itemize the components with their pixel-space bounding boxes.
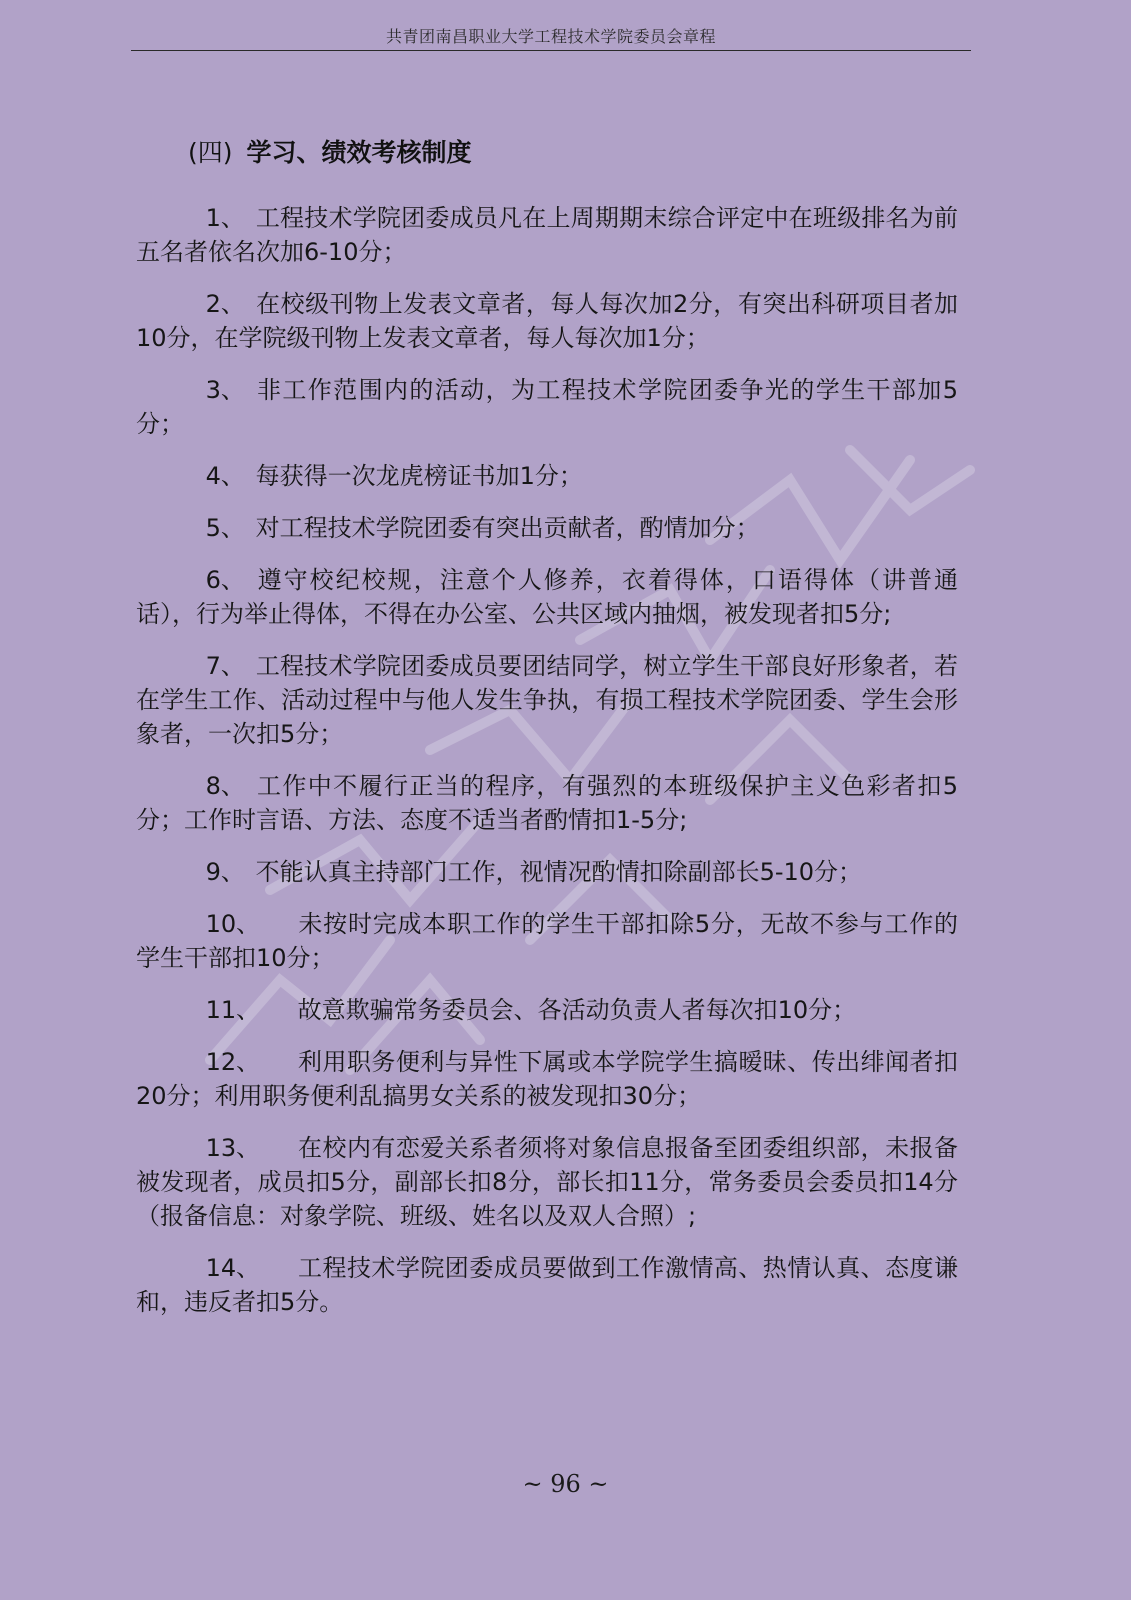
- rule-number: 14、: [205, 1254, 261, 1282]
- rule-number: 9、: [205, 858, 245, 886]
- section-heading: [188, 133, 472, 169]
- rule-item: [136, 1045, 958, 1113]
- rule-text: 每获得一次龙虎榜证书加1分；: [255, 462, 583, 490]
- rule-text: 未按时完成本职工作的学生干部扣除5分，无故不参与工作的学生干部扣10分；: [136, 910, 958, 972]
- rule-item: [136, 649, 958, 751]
- rule-text: 非工作范围内的活动，为工程技术学院团委争光的学生干部加5分；: [136, 376, 958, 438]
- rule-text: 工程技术学院团委成员要做到工作激情高、热情认真、态度谦和，违反者扣5分。: [136, 1254, 958, 1316]
- section-title: 学习、绩效考核制度: [246, 138, 472, 167]
- header-rule: [131, 50, 971, 51]
- rule-text: 工作中不履行正当的程序，有强烈的本班级保护主义色彩者扣5分；工作时言语、方法、态度不适当者酌情扣1-5分;: [136, 772, 958, 834]
- rule-text: 利用职务便利与异性下属或本学院学生搞暧昧、传出绯闻者扣20分；利用职务便利乱搞男女关系的被发现扣30分；: [136, 1048, 958, 1110]
- rule-text: 遵守校纪校规，注意个人修养，衣着得体，口语得体（讲普通话），行为举止得体，不得在办公室、公共区域内抽烟，被发现者扣5分;: [136, 566, 958, 628]
- rule-item: [136, 993, 958, 1027]
- rule-text: 故意欺骗常务委员会、各活动负责人者每次扣10分；: [297, 996, 857, 1024]
- rule-number: 12、: [205, 1048, 261, 1076]
- rule-number: 11、: [205, 996, 261, 1024]
- rule-item: [136, 563, 958, 631]
- rule-number: 8、: [205, 772, 245, 800]
- page-number: ~ 96 ~: [522, 1470, 609, 1498]
- rule-number: 4、: [205, 462, 245, 490]
- rule-text: 在校内有恋爱关系者须将对象信息报备至团委组织部，未报备被发现者，成员扣5分，副部长扣8分，部长扣11分，常务委员会委员扣14分（报备信息：对象学院、班级、姓名以及双人合照）;: [136, 1134, 958, 1230]
- rule-text: 工程技术学院团委成员凡在上周期期末综合评定中在班级排名为前五名者依名次加6-10分；: [136, 204, 958, 266]
- rule-item: [136, 373, 958, 441]
- rule-text: 工程技术学院团委成员要团结同学，树立学生干部良好形象者，若在学生工作、活动过程中与他人发生争执，有损工程技术学院团委、学生会形象者，一次扣5分；: [136, 652, 958, 748]
- rule-item: [136, 1131, 958, 1233]
- rule-item: [136, 907, 958, 975]
- rule-item: [136, 1251, 958, 1319]
- rule-number: 1、: [205, 204, 245, 232]
- rule-text: 在校级刊物上发表文章者，每人每次加2分，有突出科研项目者加10分，在学院级刊物上发表文章者，每人每次加1分；: [136, 290, 958, 352]
- running-header: 共青团南昌职业大学工程技术学院委员会章程: [385, 27, 716, 46]
- rule-text: 对工程技术学院团委有突出贡献者，酌情加分；: [255, 514, 760, 542]
- rule-number: 3、: [205, 376, 245, 404]
- rule-number: 5、: [205, 514, 245, 542]
- rule-text: 不能认真主持部门工作，视情况酌情扣除副部长5-10分；: [255, 858, 863, 886]
- rule-number: 6、: [205, 566, 245, 594]
- rule-item: [136, 459, 958, 493]
- rule-number: 13、: [205, 1134, 261, 1162]
- rules-list: [136, 201, 958, 1337]
- rule-number: 7、: [205, 652, 245, 680]
- section-number: (四): [188, 138, 233, 167]
- rule-item: [136, 511, 958, 545]
- rule-number: 2、: [205, 290, 245, 318]
- rule-number: 10、: [205, 910, 261, 938]
- rule-item: [136, 201, 958, 269]
- rule-item: [136, 855, 958, 889]
- rule-item: [136, 769, 958, 837]
- rule-item: [136, 287, 958, 355]
